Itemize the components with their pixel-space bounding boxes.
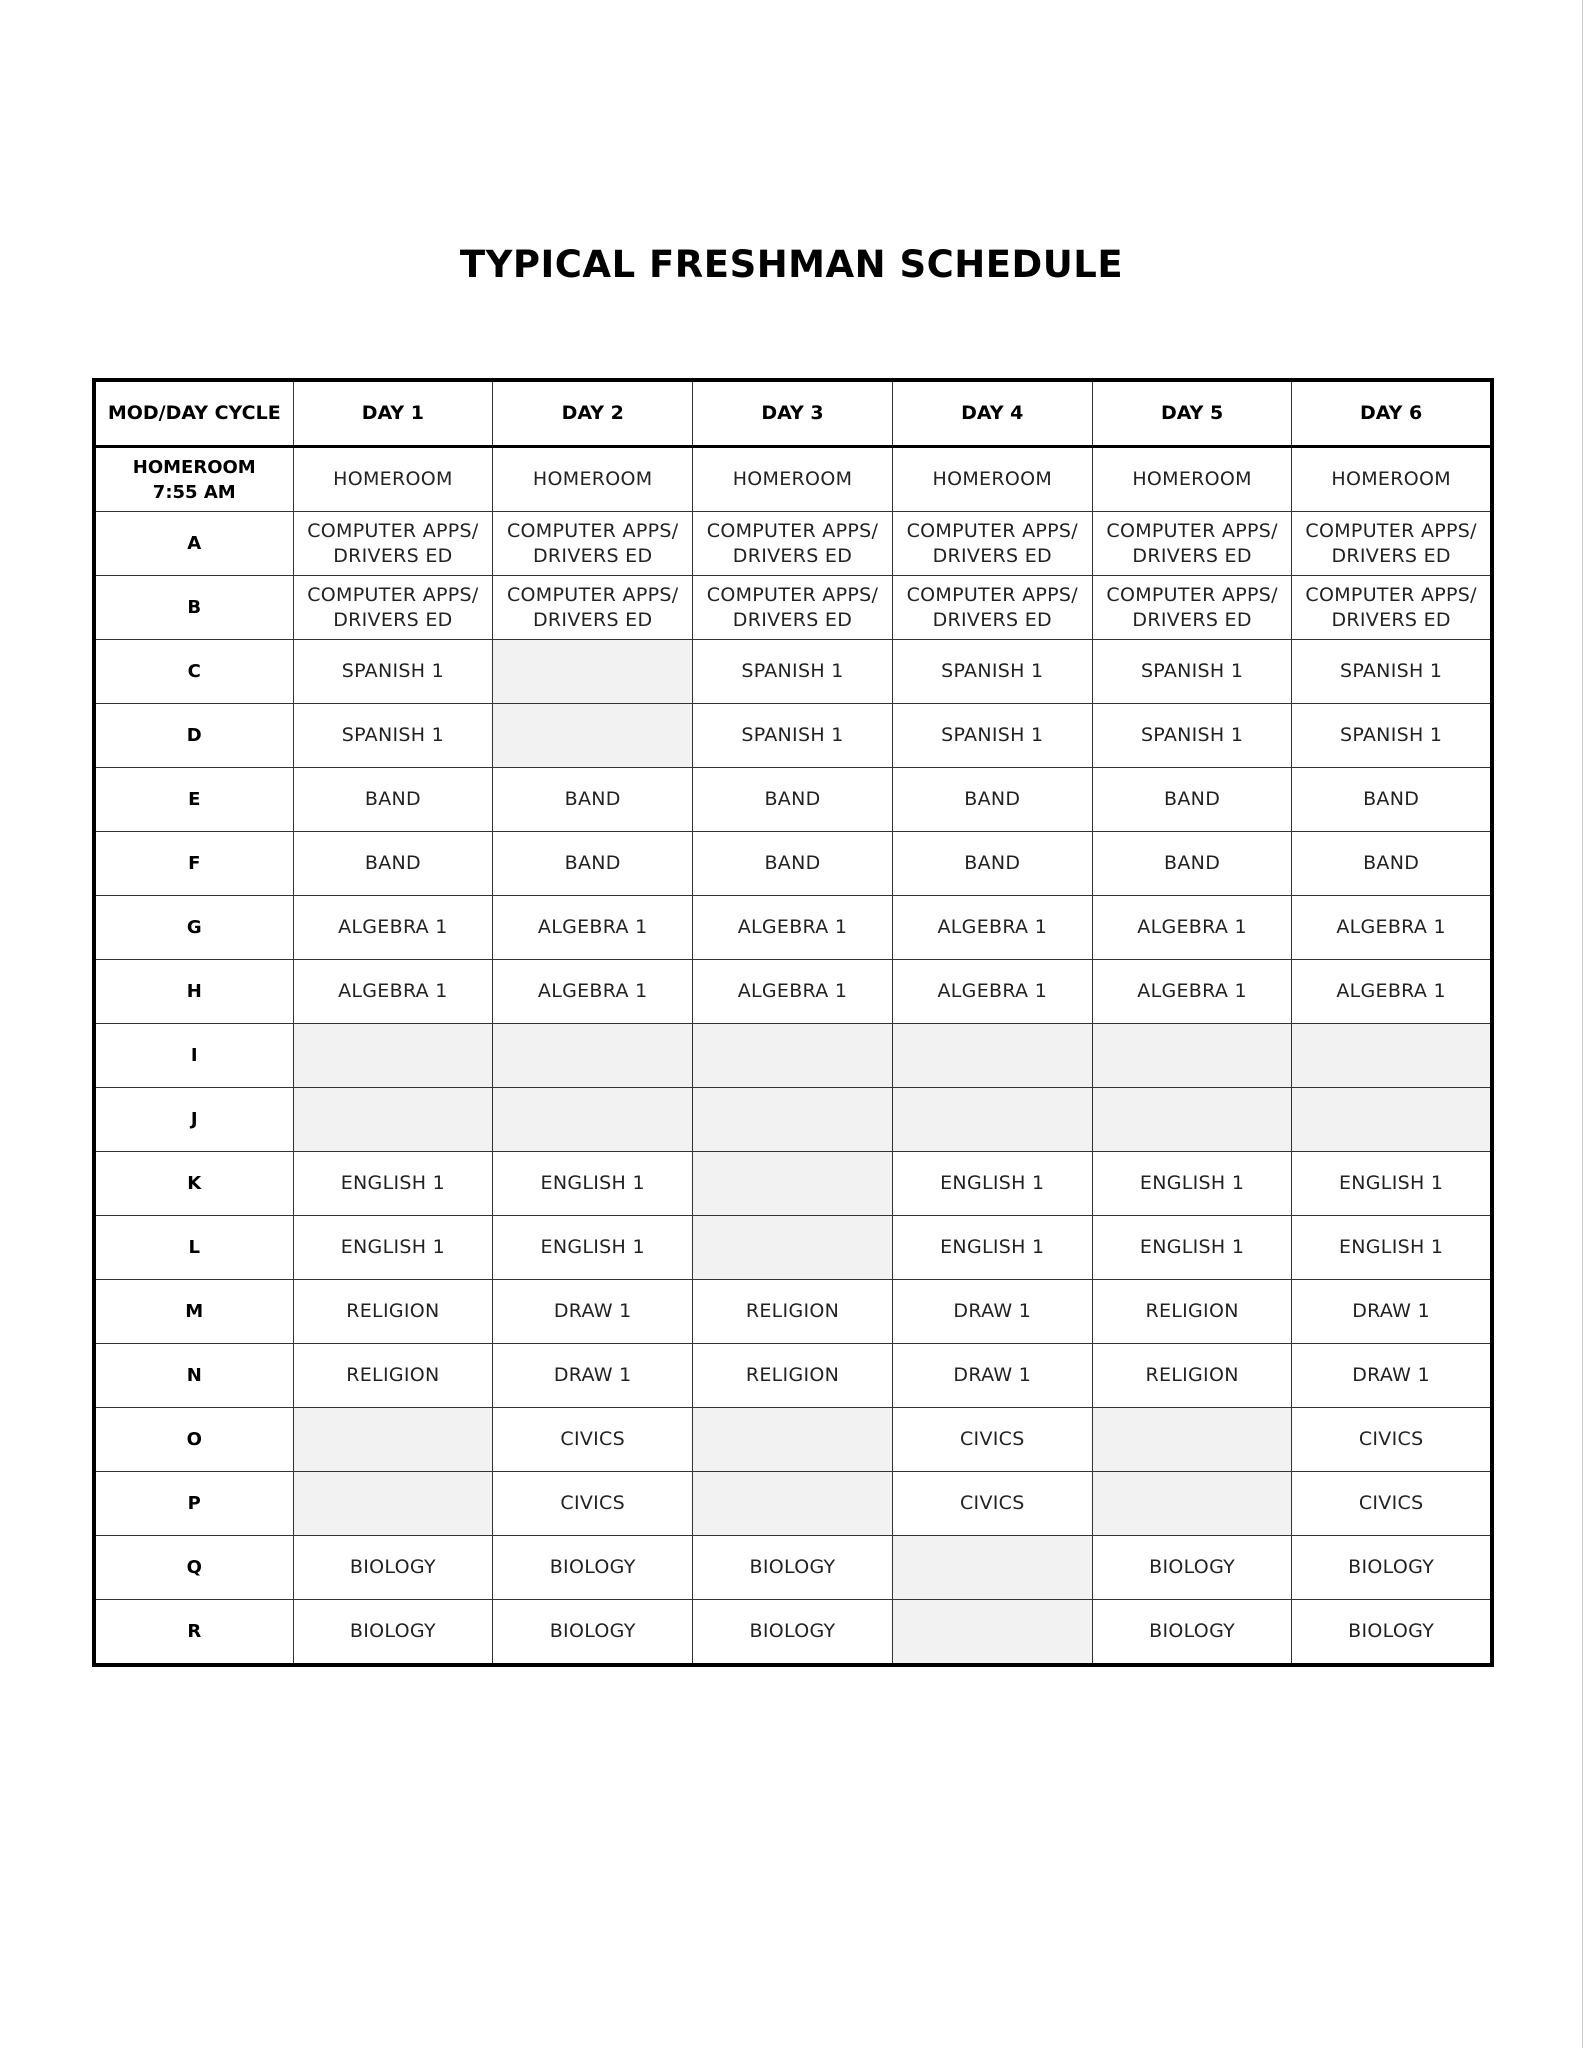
empty-cell xyxy=(293,1472,493,1536)
class-cell: COMPUTER APPS/ DRIVERS ED xyxy=(493,576,693,640)
schedule-row xyxy=(94,1344,1492,1408)
empty-cell xyxy=(693,1152,893,1216)
empty-cell xyxy=(1092,1024,1292,1088)
class-cell: CIVICS xyxy=(493,1472,693,1536)
class-cell: COMPUTER APPS/ DRIVERS ED xyxy=(1092,576,1292,640)
mod-label: N xyxy=(94,1344,293,1408)
empty-cell xyxy=(493,704,693,768)
class-cell: SPANISH 1 xyxy=(1092,640,1292,704)
class-cell: ENGLISH 1 xyxy=(1292,1152,1492,1216)
schedule-row xyxy=(94,1536,1492,1600)
class-cell: SPANISH 1 xyxy=(892,640,1092,704)
mod-label: P xyxy=(94,1472,293,1536)
class-cell: ALGEBRA 1 xyxy=(1292,960,1492,1024)
class-cell: ENGLISH 1 xyxy=(1292,1216,1492,1280)
class-cell: SPANISH 1 xyxy=(1292,704,1492,768)
class-cell: CIVICS xyxy=(1292,1472,1492,1536)
empty-cell xyxy=(493,1024,693,1088)
class-cell: ENGLISH 1 xyxy=(293,1152,493,1216)
mod-label: H xyxy=(94,960,293,1024)
class-cell: COMPUTER APPS/ DRIVERS ED xyxy=(693,512,893,576)
class-cell: BIOLOGY xyxy=(693,1536,893,1600)
empty-cell xyxy=(493,640,693,704)
mod-label: K xyxy=(94,1152,293,1216)
homeroom-cell: HOMEROOM xyxy=(1092,447,1292,512)
class-cell: BAND xyxy=(1292,768,1492,832)
class-cell: ALGEBRA 1 xyxy=(1092,960,1292,1024)
mod-label: I xyxy=(94,1024,293,1088)
homeroom-row xyxy=(94,447,1492,512)
schedule-row xyxy=(94,1280,1492,1344)
empty-cell xyxy=(892,1024,1092,1088)
class-cell: ALGEBRA 1 xyxy=(892,896,1092,960)
mod-label: Q xyxy=(94,1536,293,1600)
mod-label: R xyxy=(94,1600,293,1666)
homeroom-label xyxy=(94,447,293,512)
class-cell: BAND xyxy=(293,832,493,896)
page-title: TYPICAL FRESHMAN SCHEDULE xyxy=(459,243,1124,286)
mod-day-cycle-header: MOD/DAY CYCLE xyxy=(94,380,293,447)
schedule-row xyxy=(94,512,1492,576)
mod-label: E xyxy=(94,768,293,832)
class-cell: BIOLOGY xyxy=(1092,1536,1292,1600)
mod-label: D xyxy=(94,704,293,768)
class-cell: ENGLISH 1 xyxy=(892,1152,1092,1216)
class-cell: BIOLOGY xyxy=(693,1600,893,1666)
homeroom-time: 7:55 AM xyxy=(152,481,236,503)
schedule-row xyxy=(94,1024,1492,1088)
class-cell: DRAW 1 xyxy=(493,1280,693,1344)
class-cell: SPANISH 1 xyxy=(1292,640,1492,704)
empty-cell xyxy=(892,1600,1092,1666)
class-cell: COMPUTER APPS/ DRIVERS ED xyxy=(493,512,693,576)
mod-label: B xyxy=(94,576,293,640)
schedule-row xyxy=(94,1088,1492,1152)
class-cell: CIVICS xyxy=(1292,1408,1492,1472)
class-cell: ALGEBRA 1 xyxy=(493,896,693,960)
class-cell: ALGEBRA 1 xyxy=(693,896,893,960)
class-cell: COMPUTER APPS/ DRIVERS ED xyxy=(892,512,1092,576)
class-cell: BAND xyxy=(293,768,493,832)
schedule-row xyxy=(94,1216,1492,1280)
class-cell: DRAW 1 xyxy=(1292,1344,1492,1408)
class-cell: RELIGION xyxy=(1092,1344,1292,1408)
homeroom-cell: HOMEROOM xyxy=(892,447,1092,512)
class-cell: SPANISH 1 xyxy=(293,640,493,704)
class-cell: BAND xyxy=(493,832,693,896)
homeroom-cell: HOMEROOM xyxy=(293,447,493,512)
class-cell: BAND xyxy=(1092,768,1292,832)
mod-label: O xyxy=(94,1408,293,1472)
class-cell: COMPUTER APPS/ DRIVERS ED xyxy=(1292,576,1492,640)
class-cell: BAND xyxy=(892,832,1092,896)
class-cell: ALGEBRA 1 xyxy=(493,960,693,1024)
mod-label: M xyxy=(94,1280,293,1344)
class-cell: ALGEBRA 1 xyxy=(693,960,893,1024)
class-cell: BAND xyxy=(693,832,893,896)
schedule-row xyxy=(94,576,1492,640)
class-cell: ENGLISH 1 xyxy=(892,1216,1092,1280)
class-cell: SPANISH 1 xyxy=(1092,704,1292,768)
empty-cell xyxy=(892,1536,1092,1600)
class-cell: RELIGION xyxy=(693,1344,893,1408)
class-cell: BIOLOGY xyxy=(293,1600,493,1666)
day-header: DAY 4 xyxy=(892,380,1092,447)
homeroom-cell: HOMEROOM xyxy=(693,447,893,512)
class-cell: ALGEBRA 1 xyxy=(892,960,1092,1024)
class-cell: ENGLISH 1 xyxy=(1092,1152,1292,1216)
class-cell: BAND xyxy=(493,768,693,832)
class-cell: BIOLOGY xyxy=(493,1600,693,1666)
class-cell: ENGLISH 1 xyxy=(493,1152,693,1216)
mod-label: J xyxy=(94,1088,293,1152)
schedule-row xyxy=(94,1408,1492,1472)
class-cell: COMPUTER APPS/ DRIVERS ED xyxy=(293,512,493,576)
class-cell: RELIGION xyxy=(1092,1280,1292,1344)
class-cell: SPANISH 1 xyxy=(892,704,1092,768)
empty-cell xyxy=(1292,1024,1492,1088)
class-cell: CIVICS xyxy=(892,1472,1092,1536)
schedule-row xyxy=(94,1472,1492,1536)
empty-cell xyxy=(693,1408,893,1472)
day-header: DAY 3 xyxy=(693,380,893,447)
class-cell: BIOLOGY xyxy=(293,1536,493,1600)
class-cell: COMPUTER APPS/ DRIVERS ED xyxy=(293,576,493,640)
class-cell: ALGEBRA 1 xyxy=(1092,896,1292,960)
homeroom-cell: HOMEROOM xyxy=(1292,447,1492,512)
class-cell: COMPUTER APPS/ DRIVERS ED xyxy=(693,576,893,640)
header-row xyxy=(94,380,1492,447)
class-cell: BAND xyxy=(1092,832,1292,896)
class-cell: RELIGION xyxy=(693,1280,893,1344)
schedule-row xyxy=(94,768,1492,832)
day-header: DAY 5 xyxy=(1092,380,1292,447)
mod-label: A xyxy=(94,512,293,576)
schedule-row xyxy=(94,640,1492,704)
empty-cell xyxy=(1092,1408,1292,1472)
class-cell: BAND xyxy=(693,768,893,832)
day-header: DAY 6 xyxy=(1292,380,1492,447)
class-cell: COMPUTER APPS/ DRIVERS ED xyxy=(1292,512,1492,576)
class-cell: BIOLOGY xyxy=(1092,1600,1292,1666)
empty-cell xyxy=(1292,1088,1492,1152)
empty-cell xyxy=(693,1472,893,1536)
empty-cell xyxy=(693,1216,893,1280)
homeroom-label-text: HOMEROOM xyxy=(132,456,256,478)
class-cell: DRAW 1 xyxy=(892,1344,1092,1408)
schedule-row xyxy=(94,832,1492,896)
class-cell: RELIGION xyxy=(293,1280,493,1344)
schedule-row xyxy=(94,960,1492,1024)
class-cell: SPANISH 1 xyxy=(293,704,493,768)
empty-cell xyxy=(293,1088,493,1152)
class-cell: BIOLOGY xyxy=(1292,1600,1492,1666)
mod-label: L xyxy=(94,1216,293,1280)
class-cell: SPANISH 1 xyxy=(693,640,893,704)
schedule-table xyxy=(92,378,1494,1667)
mod-label: G xyxy=(94,896,293,960)
empty-cell xyxy=(693,1088,893,1152)
day-header: DAY 2 xyxy=(493,380,693,447)
class-cell: CIVICS xyxy=(493,1408,693,1472)
class-cell: COMPUTER APPS/ DRIVERS ED xyxy=(892,576,1092,640)
schedule-row xyxy=(94,704,1492,768)
empty-cell xyxy=(493,1088,693,1152)
homeroom-cell: HOMEROOM xyxy=(493,447,693,512)
class-cell: ENGLISH 1 xyxy=(1092,1216,1292,1280)
mod-label: F xyxy=(94,832,293,896)
class-cell: CIVICS xyxy=(892,1408,1092,1472)
class-cell: ENGLISH 1 xyxy=(493,1216,693,1280)
empty-cell xyxy=(1092,1472,1292,1536)
class-cell: DRAW 1 xyxy=(892,1280,1092,1344)
empty-cell xyxy=(693,1024,893,1088)
class-cell: ENGLISH 1 xyxy=(293,1216,493,1280)
class-cell: BAND xyxy=(1292,832,1492,896)
class-cell: RELIGION xyxy=(293,1344,493,1408)
empty-cell xyxy=(892,1088,1092,1152)
class-cell: SPANISH 1 xyxy=(693,704,893,768)
mod-label: C xyxy=(94,640,293,704)
day-header: DAY 1 xyxy=(293,380,493,447)
empty-cell xyxy=(293,1408,493,1472)
class-cell: ALGEBRA 1 xyxy=(293,960,493,1024)
class-cell: ALGEBRA 1 xyxy=(293,896,493,960)
class-cell: DRAW 1 xyxy=(493,1344,693,1408)
schedule-row xyxy=(94,896,1492,960)
class-cell: BIOLOGY xyxy=(493,1536,693,1600)
schedule-row xyxy=(94,1600,1492,1666)
class-cell: COMPUTER APPS/ DRIVERS ED xyxy=(1092,512,1292,576)
empty-cell xyxy=(1092,1088,1292,1152)
class-cell: BAND xyxy=(892,768,1092,832)
class-cell: BIOLOGY xyxy=(1292,1536,1492,1600)
class-cell: ALGEBRA 1 xyxy=(1292,896,1492,960)
empty-cell xyxy=(293,1024,493,1088)
class-cell: DRAW 1 xyxy=(1292,1280,1492,1344)
schedule-row xyxy=(94,1152,1492,1216)
